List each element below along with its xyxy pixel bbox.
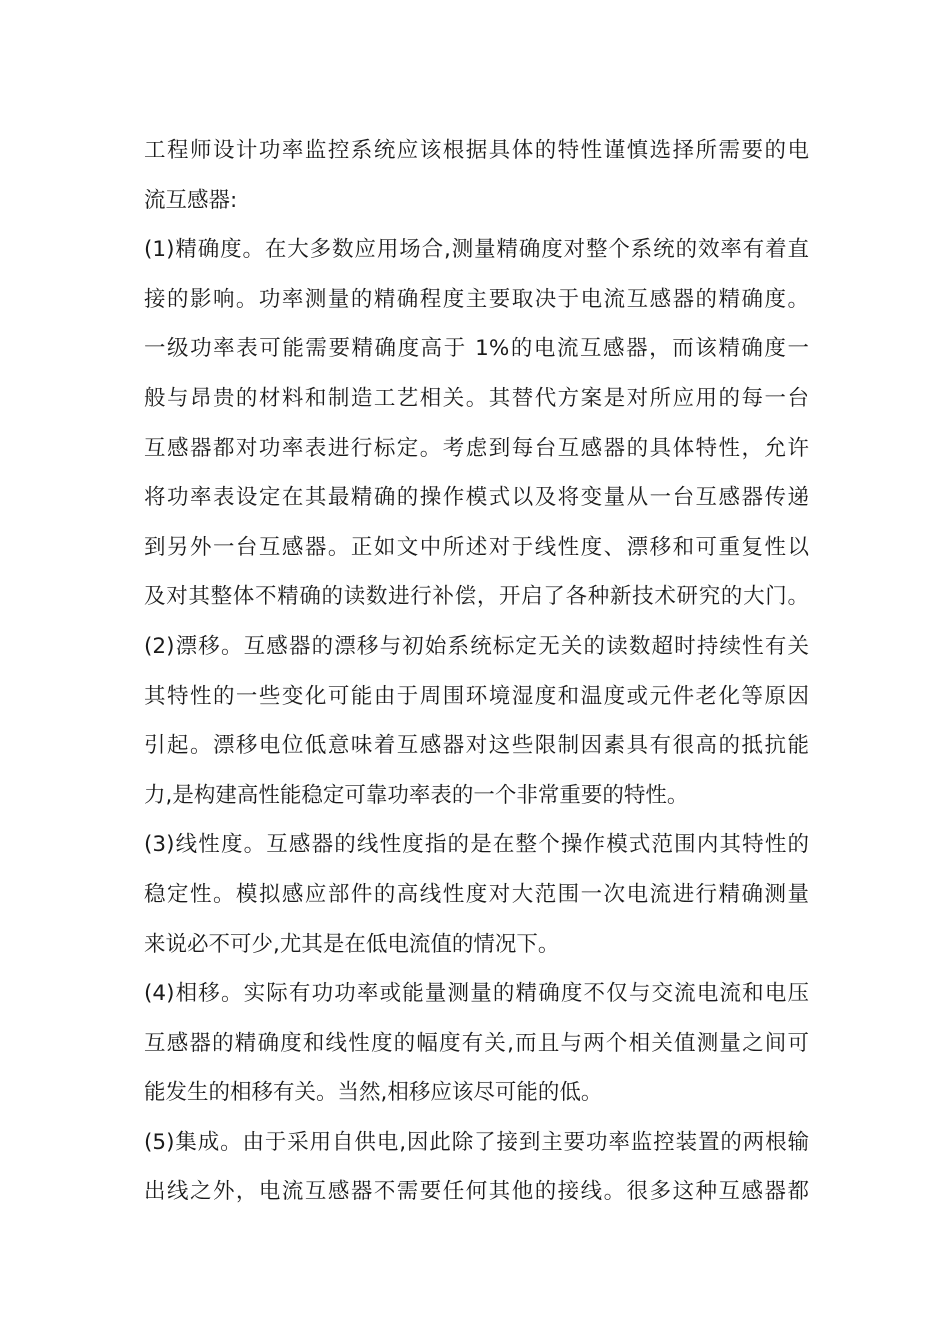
text-line: 互感器都对功率表进行标定。考虑到每台互感器的具体特性，允许 — [144, 435, 809, 461]
text-line: 流互感器: — [144, 187, 238, 213]
text-line: 将功率表设定在其最精确的操作模式以及将变量从一台互感器传递 — [144, 485, 809, 511]
text-line: 般与昂贵的材料和制造工艺相关。其替代方案是对所应用的每一台 — [144, 385, 809, 411]
text-line: 出线之外，电流互感器不需要任何其他的接线。很多这种互感器都 — [144, 1179, 809, 1205]
text-line: 能发生的相移有关。当然,相移应该尽可能的低。 — [144, 1080, 603, 1106]
text-line: 及对其整体不精确的读数进行补偿，开启了各种新技术研究的大门。 — [144, 584, 809, 610]
text-line: 其特性的一些变化可能由于周围环境湿度和温度或元件老化等原因 — [144, 683, 809, 709]
text-line: (3)线性度。互感器的线性度指的是在整个操作模式范围内其特性的 — [144, 832, 809, 858]
text-line: 稳定性。模拟感应部件的高线性度对大范围一次电流进行精确测量 — [144, 881, 809, 907]
text-line: (5)集成。由于采用自供电,因此除了接到主要功率监控装置的两根输 — [144, 1129, 809, 1155]
text-line: (4)相移。实际有功功率或能量测量的精确度不仅与交流电流和电压 — [144, 981, 809, 1007]
text-line: 接的影响。功率测量的精确程度主要取决于电流互感器的精确度。 — [144, 286, 809, 312]
text-line: 工程师设计功率监控系统应该根据具体的特性谨慎选择所需要的电 — [144, 138, 809, 163]
text-line: (2)漂移。互感器的漂移与初始系统标定无关的读数超时持续性有关 — [144, 633, 809, 659]
body-text — [144, 126, 809, 1217]
text-line: 到另外一台互感器。正如文中所述对于线性度、漂移和可重复性以 — [144, 534, 809, 560]
text-line: 一级功率表可能需要精确度高于 1%的电流互感器，而该精确度一 — [144, 336, 809, 362]
text-line: 来说必不可少,尤其是在低电流值的情况下。 — [144, 931, 560, 957]
text-line: 互感器的精确度和线性度的幅度有关,而且与两个相关值测量之间可 — [144, 1030, 809, 1056]
text-line: (1)精确度。在大多数应用场合,测量精确度对整个系统的效率有着直 — [144, 237, 809, 263]
text-line: 力,是构建高性能稳定可靠功率表的一个非常重要的特性。 — [144, 782, 689, 808]
text-line: 引起。漂移电位低意味着互感器对这些限制因素具有很高的抵抗能 — [144, 733, 809, 759]
